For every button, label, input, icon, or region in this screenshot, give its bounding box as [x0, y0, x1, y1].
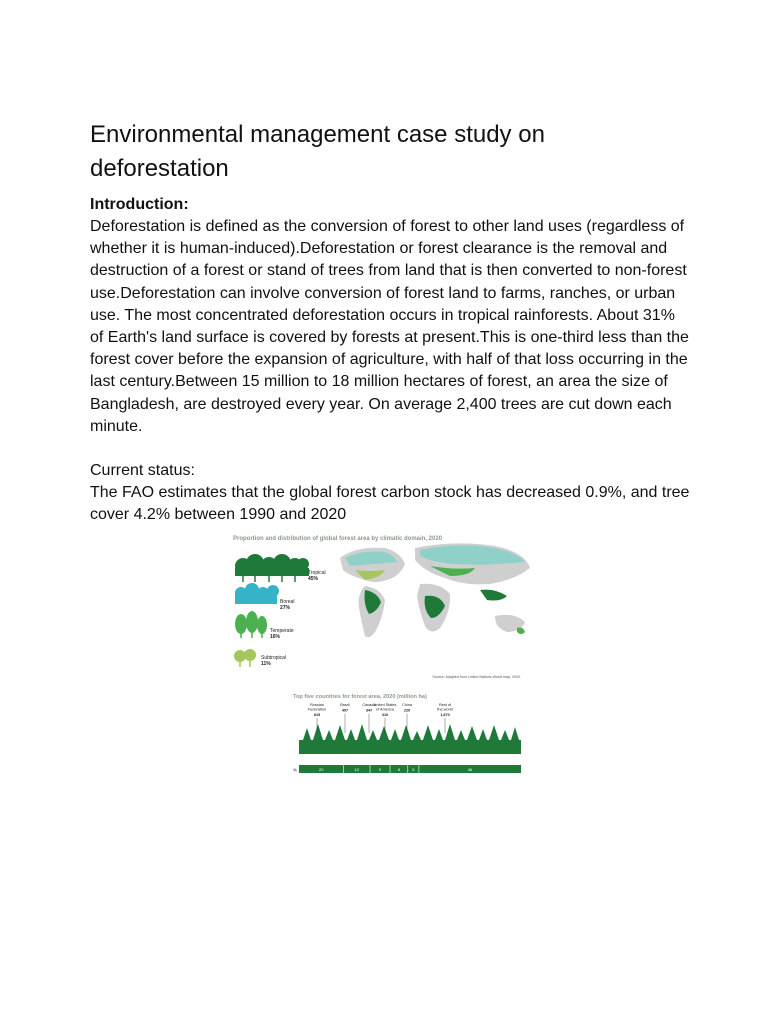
country-value: 815 — [313, 713, 321, 717]
map-source: Source: Adapted from United Nations World map, 2020. — [432, 675, 521, 679]
legend-subtropical-share: 11% — [261, 661, 271, 667]
country-labels — [308, 703, 453, 733]
countries-title: Top five countries for forest area, 2020 (million ha) — [293, 694, 427, 700]
country-name: Russian Federation — [307, 703, 327, 712]
country-value: 310 — [381, 713, 389, 717]
country-name: United States of America — [373, 703, 397, 712]
percentage-bar — [299, 765, 521, 773]
pct-value: 8 — [397, 767, 401, 772]
legend-temperate-share: 16% — [270, 634, 281, 640]
pct-value: 46 — [467, 767, 473, 772]
pct-value: 12 — [354, 767, 359, 772]
map-title: Proportion and distribution of global forest area by climatic domain, 2020 — [233, 536, 443, 542]
legend-boreal-name: Boreal — [280, 599, 295, 605]
status-heading: Current status: — [90, 462, 195, 479]
page-title: Environmental management case study on deforestation — [90, 121, 545, 182]
pct-label: % — [293, 767, 298, 773]
status-paragraph: The FAO estimates that the global forest carbon stock has decreased 0.9%, and tree cover 4.2% between 1990 and 2020 — [90, 484, 690, 524]
legend-boreal-share: 27% — [280, 605, 291, 611]
pct-value: 9 — [378, 767, 382, 772]
boreal-tree-icon — [235, 583, 279, 604]
legend-subtropical-name: Subtropical — [261, 655, 287, 661]
country-name: Canada — [362, 703, 376, 707]
countries-trees — [299, 724, 521, 754]
country-value: 347 — [365, 708, 373, 713]
country-value: 220 — [403, 708, 411, 713]
intro-heading: Introduction: — [90, 196, 189, 213]
forest-figure — [225, 528, 535, 778]
country-name: China — [402, 703, 412, 707]
pct-value: 20 — [318, 767, 324, 772]
pct-value: 5 — [412, 767, 415, 772]
country-value: 1,870 — [440, 713, 450, 717]
world-map — [340, 543, 530, 637]
legend-tropical-name: Tropical — [308, 570, 326, 576]
forest-figure-svg — [225, 528, 535, 778]
temperate-tree-icon — [235, 611, 267, 638]
country-value: 497 — [341, 708, 349, 713]
subtropical-tree-icon — [234, 649, 256, 667]
legend-tropical-share: 45% — [308, 576, 319, 582]
country-name: Brazil — [340, 703, 350, 707]
tropical-tree-icon — [235, 554, 309, 582]
intro-paragraph: Deforestation is defined as the conversion of forest to other land uses (regardless of whether it is human-induced).Deforestation or forest clearance is the removal and destruction of a forest or stand of trees from land that is then converted to non-forest use.Deforestation can involve conversion of forest land to farms, ranches, or urban use. The most concentrated deforestation occurs in tropical rainforests. About 31% of Earth's land surface is covered by forests at present.This is one-third less than the forest cover before the expansion of agriculture, with half of that loss occurring in the last century.Between 15 million to 18 million hectares of forest, an area the size of Bangladesh, are destroyed every year. On average 2,400 trees are cut down each minute. — [90, 218, 689, 435]
country-name: Rest of the world — [437, 703, 453, 712]
legend-temperate-name: Temperate — [270, 628, 294, 634]
